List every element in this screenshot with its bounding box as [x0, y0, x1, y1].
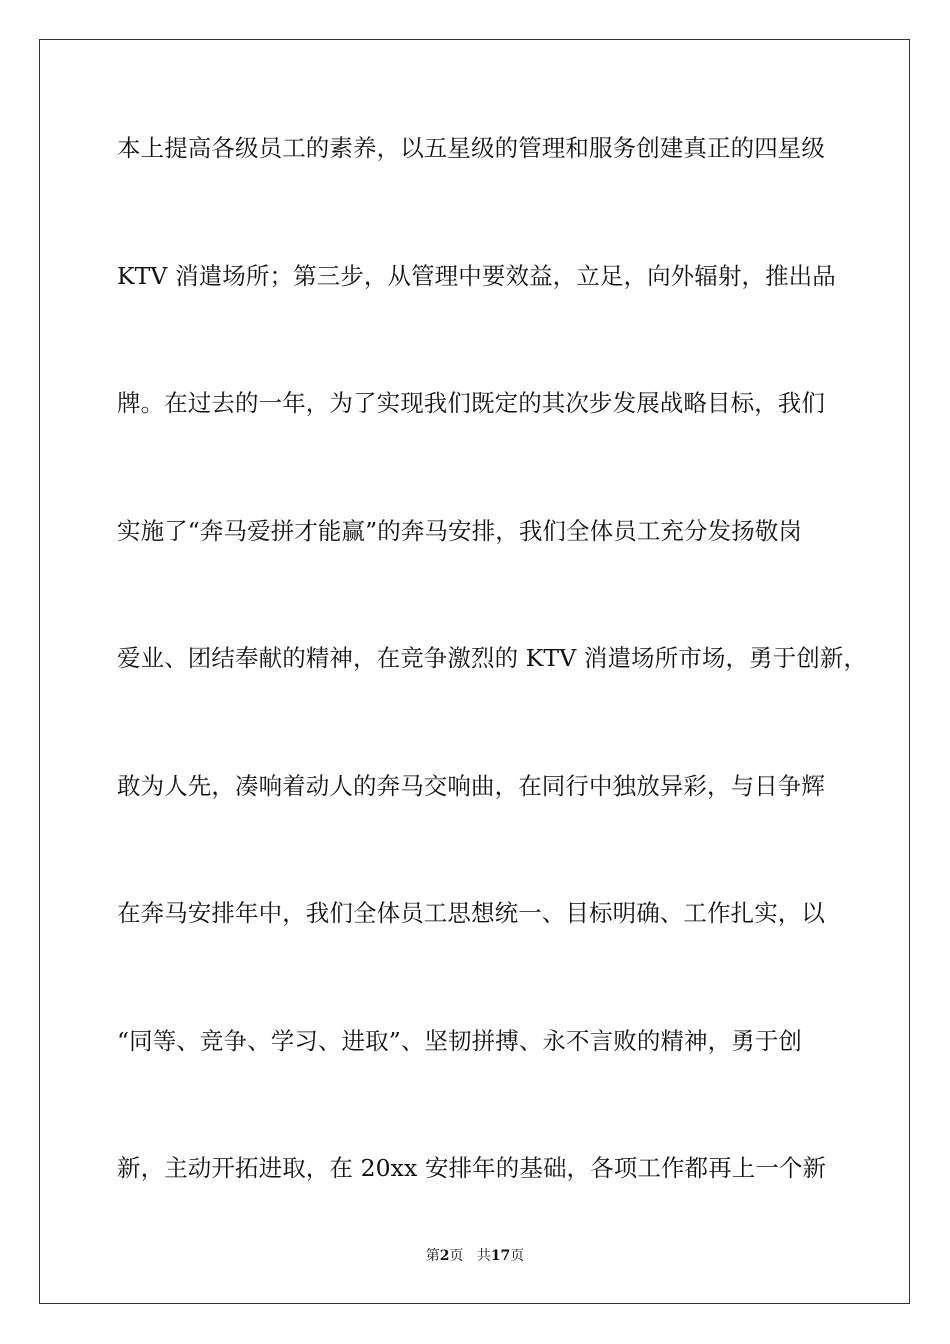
total-prefix: 共 — [476, 1248, 491, 1264]
text-line-6: 敢为人先，凑响着动人的奔马交响曲，在同行中独放异彩，与日争辉 — [117, 771, 825, 800]
document-body — [117, 123, 868, 1271]
text-line-1: 本上提高各级员工的素养，以五星级的管理和服务创建真正的四星级 — [117, 134, 825, 162]
page-footer — [0, 1245, 950, 1265]
text-line-4: 实施了“奔马爱拼才能赢”的奔马安排，我们全体员工充分发扬敬岗 — [117, 516, 803, 545]
page-suffix: 页 — [449, 1248, 464, 1264]
text-line-7: 在奔马安排年中，我们全体员工思想统一、目标明确、工作扎实，以 — [117, 899, 825, 927]
text-line-2: KTV 消遣场所；第三步，从管理中要效益，立足，向外辐射，推出品 — [117, 261, 836, 290]
text-line-3: 牌。在过去的一年，为了实现我们既定的其次步发展战略目标，我们 — [117, 389, 825, 417]
text-line-9: 新，主动开拓进取，在 20xx 安排年的基础，各项工作都再上一个新 — [117, 1154, 827, 1182]
total-suffix: 页 — [510, 1248, 525, 1264]
total-pages: 17 — [490, 1248, 511, 1264]
text-line-5: 爱业、团结奉献的精神，在竞争激烈的 KTV 消遣场所市场，勇于创新， — [117, 644, 868, 672]
page-number: 2 — [439, 1248, 450, 1264]
text-line-8: “同等、竞争、学习、进取”、坚韧拼搏、永不言败的精神，勇于创 — [117, 1026, 803, 1055]
page-prefix: 第 — [425, 1248, 440, 1264]
